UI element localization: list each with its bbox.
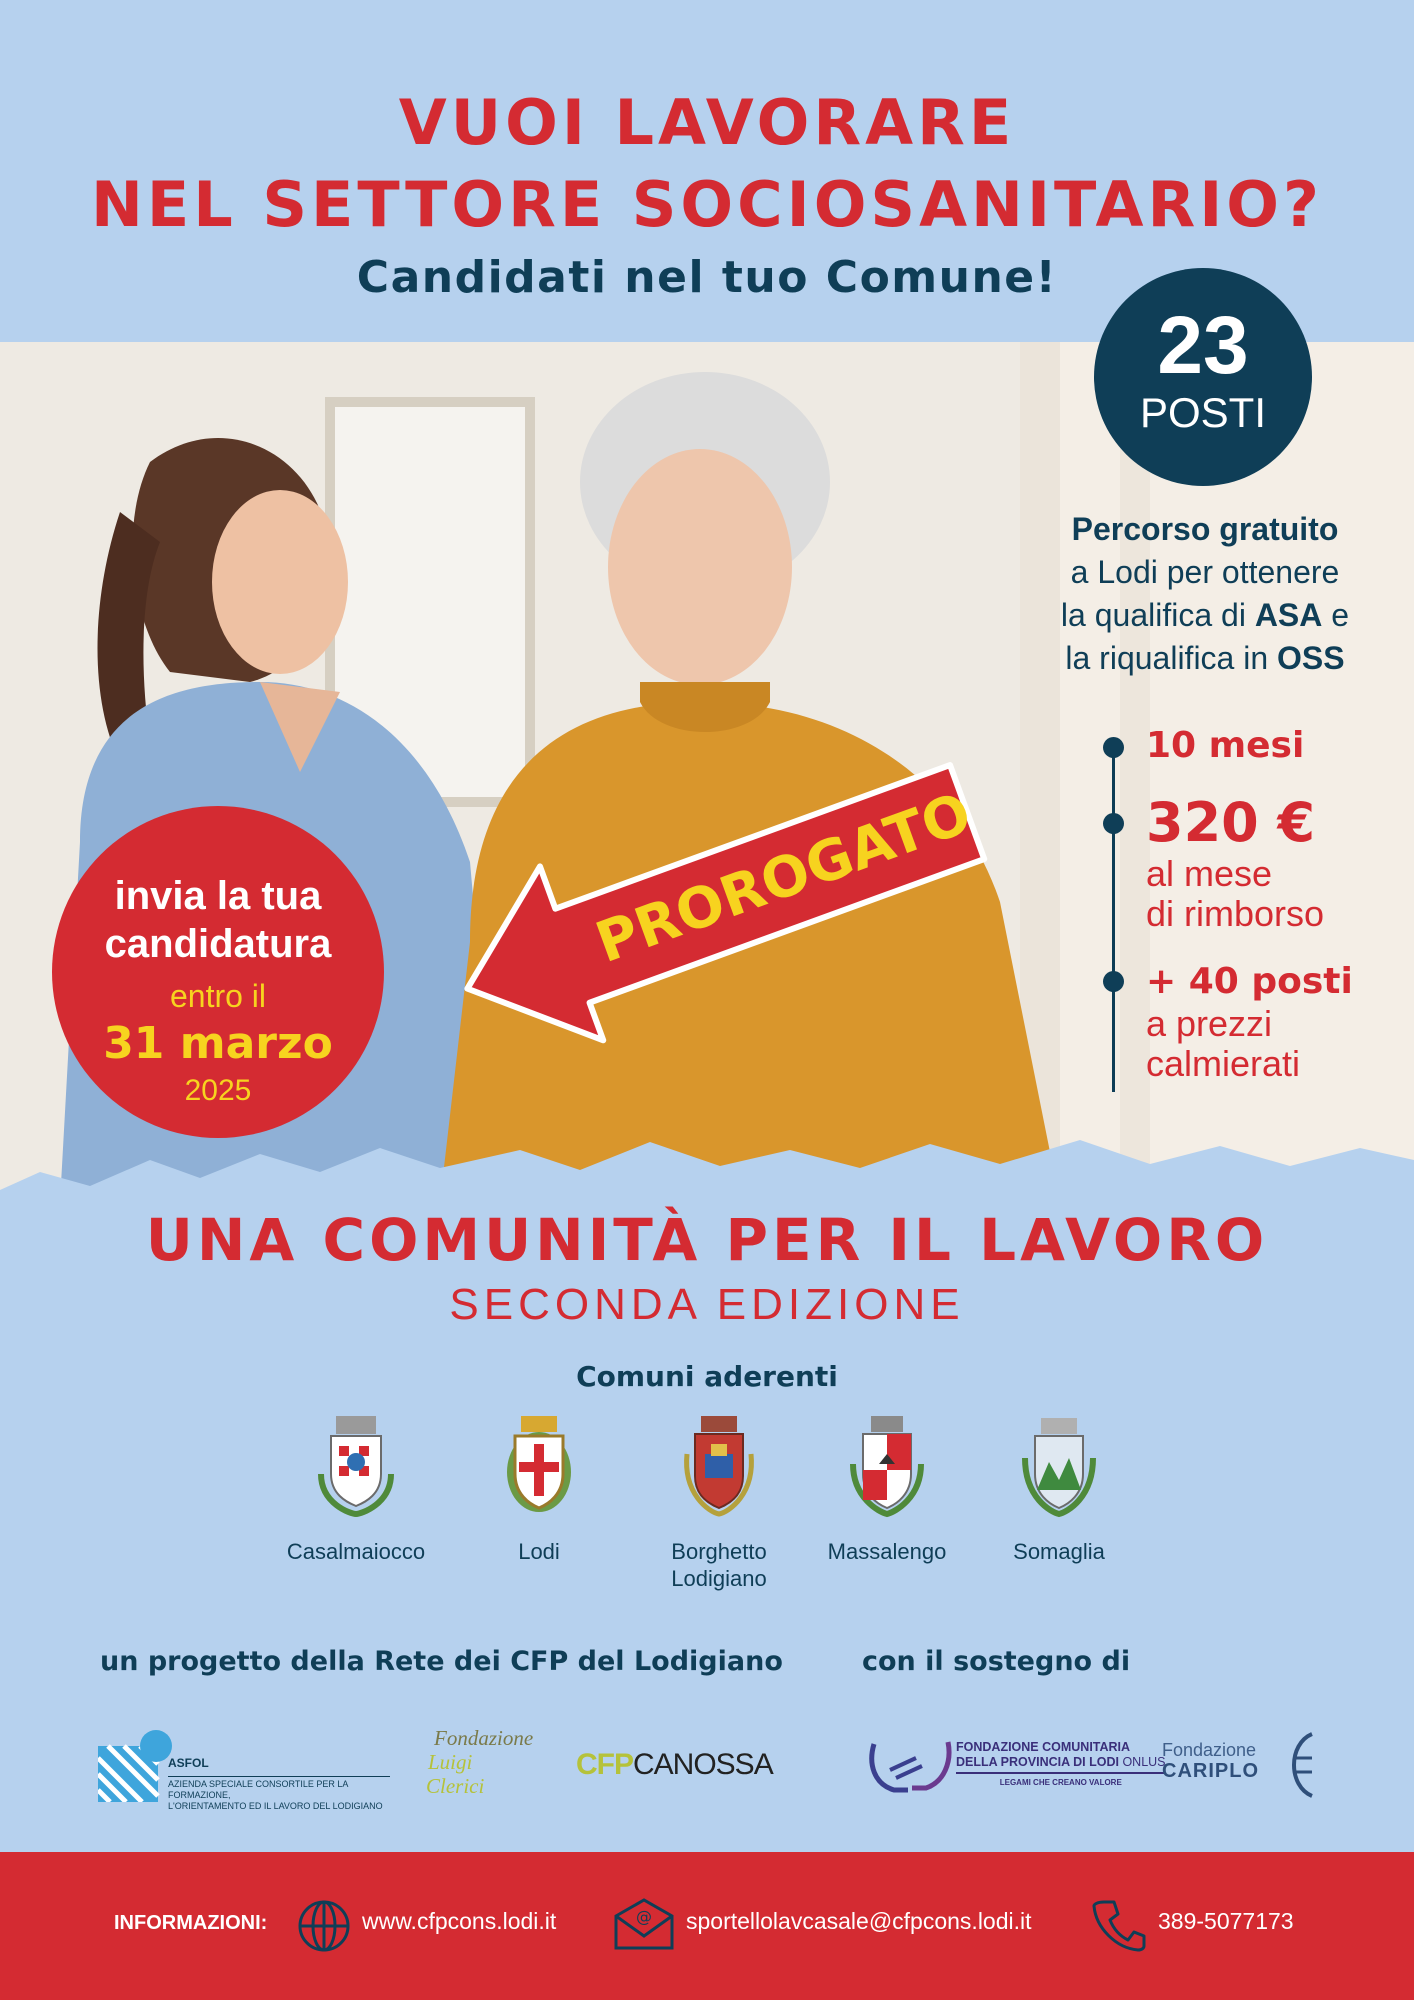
duration-label: 10 mesi <box>1146 725 1305 766</box>
comune-lodi <box>449 1414 629 1565</box>
deadline-line-3: entro il <box>169 978 267 1014</box>
reimbursement-line-2: di rimborso <box>1146 893 1325 934</box>
cfp-canossa-logo <box>576 1748 773 1782</box>
deadline-date: 31 marzo <box>103 1018 333 1069</box>
extended-arrow <box>410 730 1010 1060</box>
comune-name: Massalengo <box>827 1539 947 1564</box>
svg-text:@: @ <box>636 1907 652 1926</box>
email-icon <box>612 1896 676 1952</box>
globe-icon <box>296 1898 352 1954</box>
lodi-coat-of-arms-icon <box>499 1414 579 1518</box>
comune-name <box>629 1538 809 1592</box>
headline-line-2: NEL SETTORE SOCIOSANITARIO? <box>91 168 1323 241</box>
course-line-2: a Lodi per ottenere <box>1070 554 1340 590</box>
fondazione-comunitaria-logo <box>868 1730 1166 1800</box>
course-line-3-end: e <box>1322 597 1350 633</box>
oss-label: OSS <box>1277 640 1345 676</box>
course-description <box>1020 508 1390 680</box>
deadline-line-1: invia la tua <box>114 874 322 918</box>
posti-label: POSTI <box>1139 389 1267 436</box>
deadline-badge <box>52 806 384 1138</box>
phone-icon <box>1092 1898 1146 1952</box>
asfol-name: ASFOL <box>168 1756 209 1770</box>
extra-places-line-1: a prezzi <box>1146 1003 1273 1044</box>
hands-icon <box>868 1734 952 1796</box>
extra-places-label: + 40 posti <box>1146 961 1353 1002</box>
project-heading: un progetto della Rete dei CFP del Lodigiano <box>100 1646 783 1677</box>
timeline-line <box>1112 746 1115 1092</box>
comunitaria-text <box>956 1740 1166 1790</box>
comune-massalengo <box>797 1414 977 1565</box>
extra-places-line-2: calmierati <box>1146 1043 1301 1084</box>
program-title: UNA COMUNITÀ PER IL LAVORO <box>145 1206 1269 1274</box>
comunitaria-line-1: FONDAZIONE COMUNITARIA <box>956 1740 1131 1754</box>
clerici-line-2: Luigi <box>428 1750 473 1774</box>
cariplo-line-1: Fondazione <box>1162 1740 1257 1760</box>
timeline-dot <box>1103 813 1124 834</box>
borghetto-coat-of-arms-icon <box>679 1414 759 1518</box>
casalmaiocco-coat-of-arms-icon <box>311 1414 401 1518</box>
comune-name-line-2: Lodigiano <box>671 1566 767 1591</box>
phone-number[interactable]: 389-5077173 <box>1158 1908 1294 1934</box>
website-link[interactable]: www.cfpcons.lodi.it <box>362 1908 557 1934</box>
comuni-heading: Comuni aderenti <box>576 1360 838 1393</box>
clerici-line-1: Fondazione <box>434 1726 534 1750</box>
course-line-3-text: la qualifica di <box>1060 597 1255 633</box>
asfol-desc-line-2: L'ORIENTAMENTO ED IL LAVORO DEL LODIGIANO <box>168 1801 383 1811</box>
asa-label: ASA <box>1254 597 1323 633</box>
timeline-item-reimbursement <box>1146 792 1406 934</box>
cariplo-mark-icon <box>1282 1730 1318 1800</box>
timeline-dot <box>1103 971 1124 992</box>
comune-name: Somaglia <box>1013 1539 1105 1564</box>
posti-number: 23 <box>1157 300 1249 391</box>
info-label: INFORMAZIONI: <box>114 1912 268 1934</box>
footer <box>0 1852 1414 2000</box>
headline-line-1: VUOI LAVORARE <box>398 86 1016 159</box>
comune-name: Lodi <box>518 1539 560 1564</box>
asfol-mark-icon <box>98 1728 172 1802</box>
course-line-4-text: la riqualifica in <box>1065 640 1278 676</box>
comune-name-line-1: Borghetto <box>671 1539 767 1564</box>
reimbursement-amount: 320 € <box>1146 791 1316 854</box>
deadline-year: 2025 <box>184 1074 252 1107</box>
timeline-item-extra-places <box>1146 960 1406 1084</box>
comunitaria-onlus: ONLUS <box>1122 1755 1166 1769</box>
fondazione-cariplo-logo <box>1162 1740 1312 1800</box>
posti-badge <box>1094 268 1312 486</box>
canossa-prefix: CFP <box>576 1748 633 1781</box>
somaglia-coat-of-arms-icon <box>1019 1414 1099 1518</box>
asfol-description <box>168 1776 390 1812</box>
fondazione-clerici-logo <box>420 1726 550 1806</box>
comunitaria-line-2: DELLA PROVINCIA DI LODI <box>956 1755 1119 1769</box>
asfol-logo <box>98 1728 388 1811</box>
course-free-label: Percorso gratuito <box>1071 511 1339 547</box>
comune-name: Casalmaiocco <box>286 1539 426 1564</box>
timeline-item-duration <box>1146 724 1406 768</box>
email-link[interactable]: sportellolavcasale@cfpcons.lodi.it <box>686 1908 1032 1934</box>
reimbursement-line-1: al mese <box>1146 853 1273 894</box>
comune-somaglia <box>969 1414 1149 1565</box>
massalengo-coat-of-arms-icon <box>847 1414 927 1518</box>
timeline-dot <box>1103 737 1124 758</box>
extended-label: PROROGATO <box>587 780 980 977</box>
cariplo-line-2: CARIPLO <box>1162 1760 1259 1782</box>
program-edition: SECONDA EDIZIONE <box>449 1280 965 1329</box>
subheadline: Candidati nel tuo Comune! <box>356 252 1058 303</box>
comune-casalmaiocco <box>266 1414 446 1565</box>
asfol-desc-line-1: AZIENDA SPECIALE CONSORTILE PER LA FORMAZIONE, <box>168 1779 348 1800</box>
clerici-line-3: Clerici <box>426 1774 485 1798</box>
support-heading: con il sostegno di <box>862 1646 1131 1677</box>
deadline-line-2: candidatura <box>104 922 332 966</box>
comunitaria-tagline: LEGAMI CHE CREANO VALORE <box>956 1772 1166 1790</box>
canossa-name: CANOSSA <box>633 1748 773 1781</box>
comune-borghetto-lodigiano <box>629 1414 809 1592</box>
